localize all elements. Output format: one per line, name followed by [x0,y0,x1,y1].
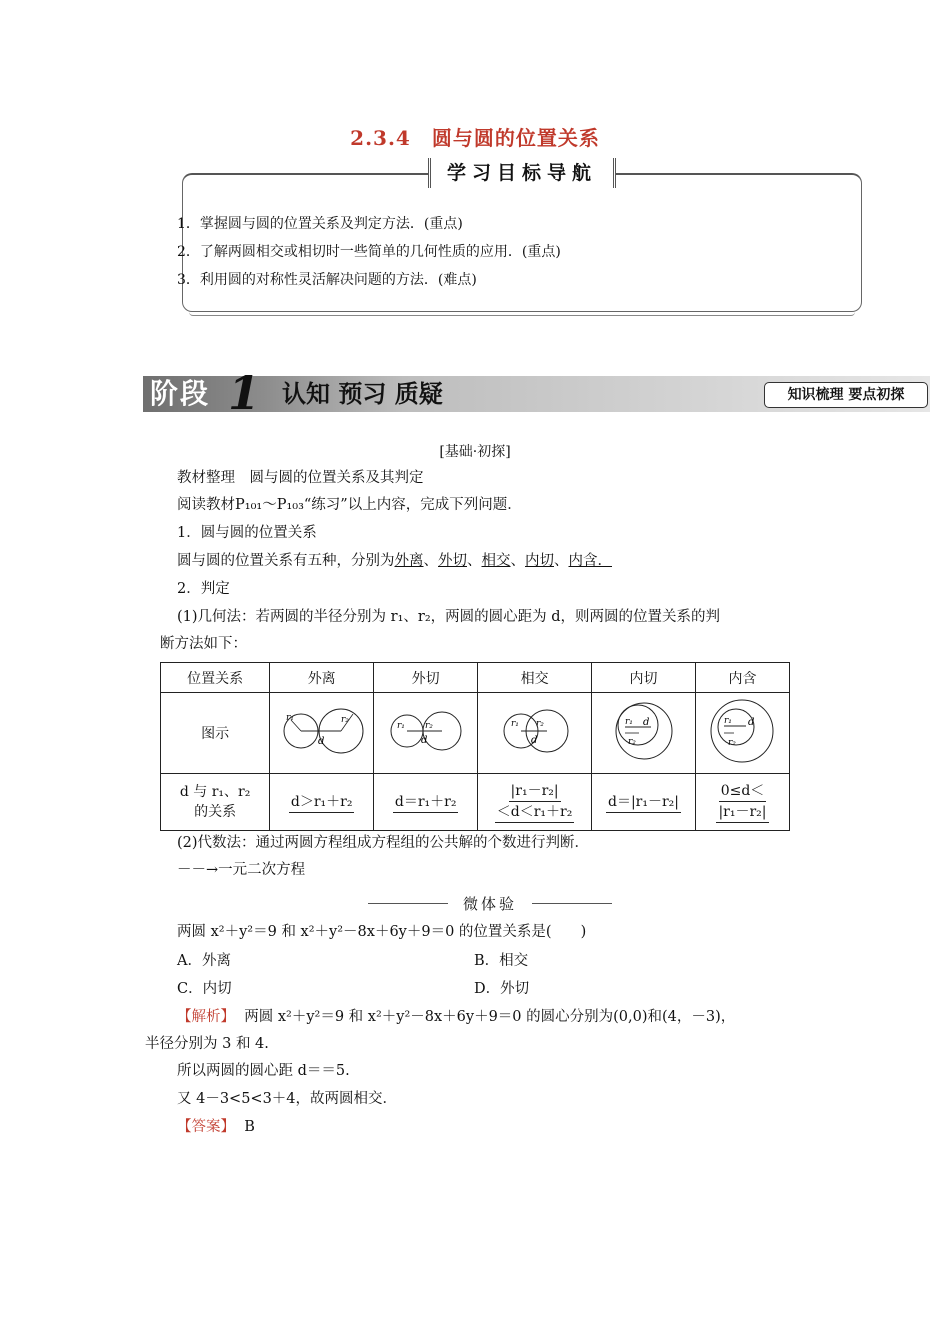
micro-label-text: 微体验 [457,895,523,913]
external-tangent-figure [377,695,475,767]
answer-tag: 【答案】 [177,1119,235,1135]
stage-number: 1 [227,366,260,420]
r2-label: r₂ [627,737,636,747]
table-header-cell: 外切 [374,663,478,693]
relation-item: 相交 [481,553,511,569]
r2-label: r₂ [424,721,433,731]
relation-label-line: 的关系 [194,804,237,820]
page-title: 2.3.4 圆与圆的位置关系 [350,126,600,150]
figure-cell-contain [695,693,789,774]
learning-goals-label: 学习目标导航 [428,158,616,188]
option-a: A．外离 [177,953,231,969]
goal-item: 1．掌握圆与圆的位置关系及判定方法．(重点) [177,216,463,232]
relation-value: d＝|r₁－r₂| [606,792,681,813]
relations-table [160,662,790,831]
r1-label: r₁ [285,713,294,723]
intersecting-circles-figure [483,695,587,767]
analysis-line-4: 又 4－3<5<3＋4，故两圆相交． [177,1091,398,1107]
d-label: d [748,717,755,728]
section-bracket: [基础·初探] [439,444,511,460]
separate-circles-figure [273,695,371,767]
option-b: B．相交 [474,953,529,969]
relations-sentence [177,551,612,571]
separator: 、 [554,553,569,569]
relation-cell [270,774,374,831]
relation-item: 内含． [568,553,612,569]
answer-line [177,1117,255,1137]
algebraic-method-text: (2)代数法：通过两圆方程组成方程组的公共解的个数进行判断． [177,835,590,851]
relation-value: |r₁－r₂| [716,802,768,823]
d-label: d [642,717,649,728]
relation-label-cell [161,774,270,831]
section-intro: 阅读教材P₁₀₁～P₁₀₃“练习”以上内容，完成下列问题． [177,497,522,513]
analysis-line-3: 所以两圆的圆心距 d＝＝5. [177,1063,350,1079]
analysis-line-1 [177,1007,735,1027]
relation-value: d＝r₁＋r₂ [393,792,459,813]
figure-cell-internal-tangent [592,693,696,774]
internal-tangent-figure [595,695,693,767]
relation-value: 0≤d＜ [719,781,767,802]
stage-title: 认知 预习 质疑 [282,380,443,408]
d-label: d [420,735,428,746]
separator: 、 [423,553,438,569]
relation-value: ＜d＜r₁＋r₂ [495,802,575,823]
table-header-cell: 外离 [270,663,374,693]
r1-label: r₁ [624,717,633,727]
relation-value: |r₁－r₂| [509,781,561,802]
table-header-cell: 内含 [695,663,789,693]
table-header-cell: 内切 [592,663,696,693]
analysis-tag: 【解析】 [177,1009,235,1025]
relation-cell [592,774,696,831]
stage-tag: 知识梳理 要点初探 [764,382,928,408]
separator: 、 [467,553,482,569]
goal-item: 2．了解两圆相交或相切时一些简单的几何性质的应用．(重点) [177,244,561,260]
option-d: D．外切 [474,981,530,997]
d-label: d [317,736,325,747]
r2-label: r₂ [535,719,544,729]
table-header-cell: 相交 [478,663,592,693]
geometric-method-text-cont: 断方法如下： [160,636,247,652]
relation-item: 内切 [525,553,554,569]
figure-cell-intersect [478,693,592,774]
relation-label-line: d 与 r₁、r₂ [179,784,251,800]
arrow-text: －－→一元二次方程 [177,862,306,878]
analysis-line-2: 半径分别为 3 和 4. [145,1036,269,1052]
separator: 、 [510,553,525,569]
relations-prefix: 圆与圆的位置关系有五种，分别为 [177,553,395,569]
subsection-1-title: 1．圆与圆的位置关系 [177,525,317,541]
geometric-method-text: (1)几何法：若两圆的半径分别为 r₁、r₂，两圆的圆心距为 d，则两圆的位置关系的判 [177,609,721,625]
contained-circles-figure [696,695,788,767]
r1-label: r₁ [396,721,405,731]
relation-cell [478,774,592,831]
analysis-text: 两圆 x²＋y²＝9 和 x²＋y²－8x＋6y＋9＝0 的圆心分别为(0,0)和(4，－3)， [244,1009,736,1025]
relation-cell [374,774,478,831]
micro-experience-label [380,893,600,914]
relation-item: 外切 [438,553,467,569]
stage-word: 阶段 [150,377,211,410]
figure-cell-separate [270,693,374,774]
figure-label-cell: 图示 [161,693,270,774]
d-label: d [530,735,537,746]
r2-label: r₂ [340,715,349,725]
relation-item: 外离 [394,553,424,569]
figure-cell-external-tangent [374,693,478,774]
relation-value: d＞r₁＋r₂ [289,792,355,813]
section-heading: 教材整理 圆与圆的位置关系及其判定 [177,470,424,486]
table-header-cell: 位置关系 [161,663,270,693]
answer-value: B [244,1119,255,1135]
r1-label: r₁ [510,719,519,729]
option-c: C．内切 [177,981,232,997]
r1-label: r₁ [724,716,733,726]
subsection-2-title: 2．判定 [177,581,230,597]
goal-item: 3．利用圆的对称性灵活解决问题的方法．(难点) [177,272,477,288]
r2-label: r₂ [728,738,737,748]
question-text: 两圆 x²＋y²＝9 和 x²＋y²－8x＋6y＋9＝0 的位置关系是( ) [177,924,587,940]
relation-cell [695,774,789,831]
